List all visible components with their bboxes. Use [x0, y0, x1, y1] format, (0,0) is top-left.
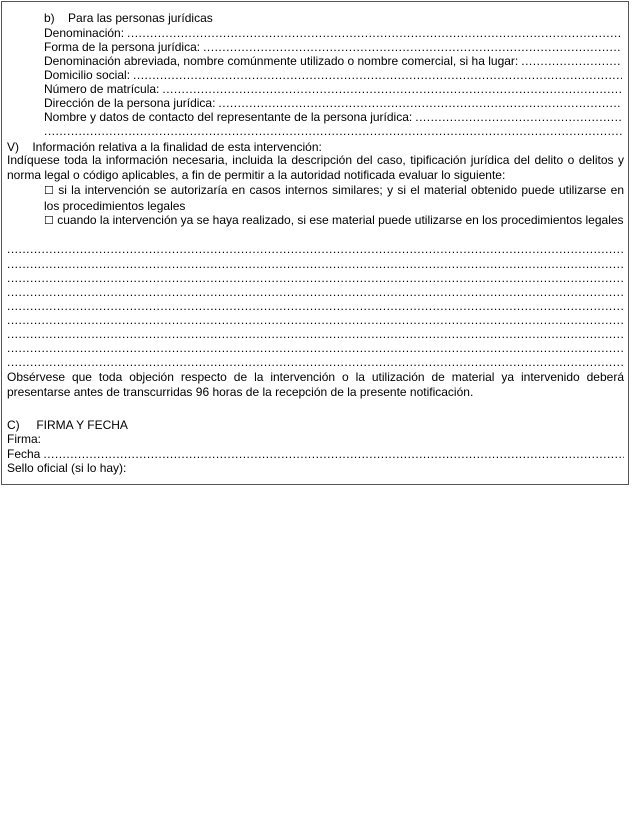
firma-label: Firma:: [7, 432, 41, 446]
section-c-heading: [7, 418, 128, 432]
fecha-field[interactable]: Fecha .....: [7, 447, 624, 461]
section-v-number: V): [7, 140, 19, 154]
field-denominacion[interactable]: Denominación: .....: [44, 26, 622, 40]
checkbox-already-done[interactable]: ☐: [44, 215, 54, 227]
checkbox-internal-cases[interactable]: ☐: [44, 185, 54, 197]
field-numero-matricula[interactable]: Número de matrícula: .....: [44, 82, 622, 96]
answer-line[interactable]: [7, 299, 624, 313]
field-forma-juridica[interactable]: Forma de la persona jurídica: .....: [44, 40, 622, 54]
section-b-heading: [44, 11, 213, 25]
section-c-title: FIRMA Y FECHA: [36, 418, 128, 432]
answer-line[interactable]: [7, 355, 624, 369]
section-b-title: Para las personas jurídicas: [68, 11, 213, 25]
answer-line[interactable]: [7, 341, 624, 355]
option-internal-cases-text: si la intervención se autorizaría en casos internos similares; y si el material obtenido puede utilizarse en los procedimientos legales: [44, 183, 624, 213]
answer-line[interactable]: [7, 271, 624, 285]
sello-label: Sello oficial (si lo hay):: [7, 461, 127, 475]
answer-line[interactable]: [7, 313, 624, 327]
section-v-heading: [7, 140, 322, 154]
section-v-title: Información relativa a la finalidad de esta intervención:: [32, 140, 322, 154]
section-v-intro: Indíquese toda la información necesaria, incluida la descripción del caso, tipificación jurídica del delito o delitos y norma legal o código aplicables, a fin de permitir a la autoridad notificada evaluar lo siguiente:: [7, 153, 624, 182]
answer-line[interactable]: [7, 257, 624, 271]
option-internal-cases: [44, 183, 624, 213]
objection-note: Obsérvese que toda objeción respecto de la intervención o la utilización de material ya intervenido deberá presentarse antes de transcurridas 96 horas de la recepción de la presente notificación.: [7, 370, 624, 399]
field-domicilio-social[interactable]: Domicilio social: .....: [44, 68, 622, 82]
answer-line[interactable]: [7, 285, 624, 299]
answer-line[interactable]: [7, 327, 624, 341]
section-c-letter: C): [7, 418, 20, 432]
answer-line[interactable]: [7, 242, 624, 256]
field-representante-continuation[interactable]: [44, 124, 622, 138]
field-direccion[interactable]: Dirección de la persona jurídica: .....: [44, 96, 622, 110]
field-representante[interactable]: Nombre y datos de contacto del representante de la persona jurídica: .....: [44, 110, 622, 124]
option-already-done-text: cuando la intervención ya se haya realizado, si ese material puede utilizarse en los procedimientos legales: [57, 213, 624, 227]
field-denominacion-abreviada[interactable]: Denominación abreviada, nombre comúnmente utilizado o nombre comercial, si ha lugar: .....: [44, 54, 622, 68]
option-already-done: [44, 213, 624, 229]
section-b-letter: b): [44, 11, 55, 25]
